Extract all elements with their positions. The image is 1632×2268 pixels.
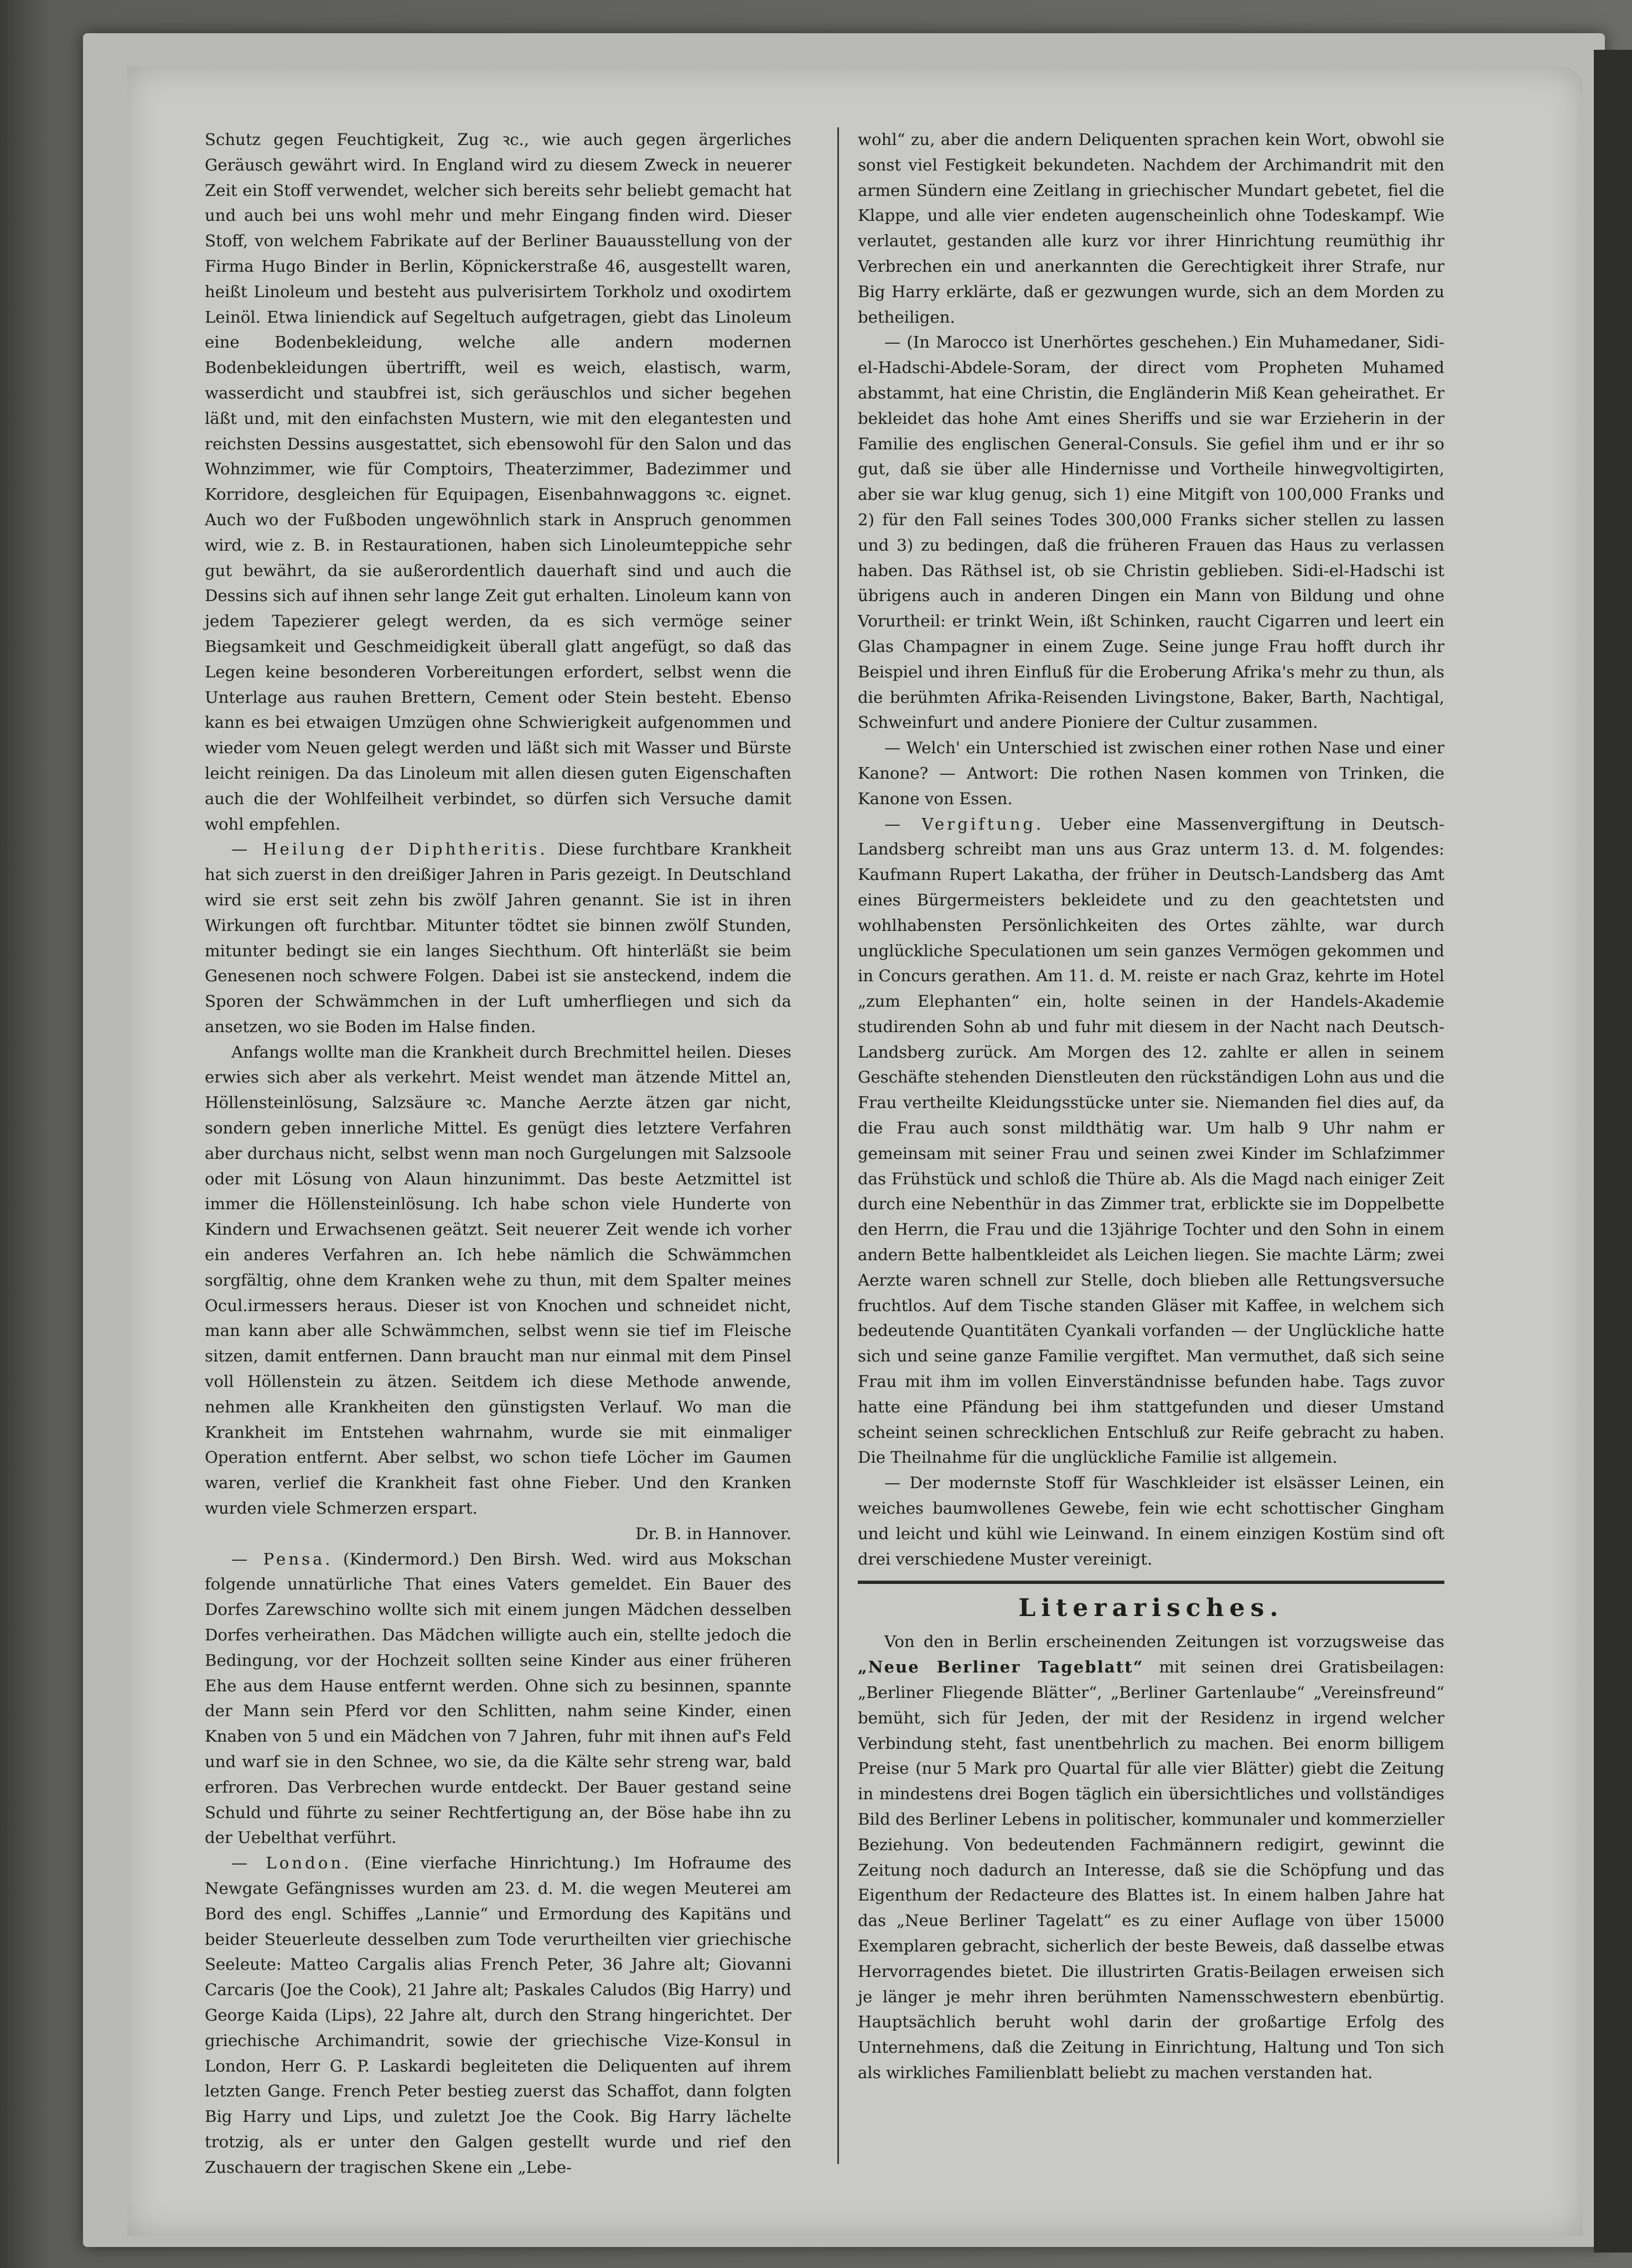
article-pensa-text: (Kindermord.) Den Birsh. Wed. wird aus Mokschan folgende unnatürliche That eines Vaters gemeldet. Ein Bauer des Dorfes Zarewschino wollte sich mit einem jungen Mädchen desselben Dorfes verheirathen. Das Mädchen willigte auch ein, stellte jedoch die Bedingung, vor der Hochzeit sollten seine Kinder aus einer früheren Ehe aus dem Hause entfernt werden. Ohne sich zu besinnen, spannte der Mann sein Pferd vor den Schlitten, nahm seine Kinder, einen Knaben von 5 und ein Mädchen von 7 Jahren, fuhr mit ihnen auf's Feld und warf sie in den Schnee, wo sie, da die Kälte sehr streng war, bald erfroren. Das Verbrechen wurde entdeckt. Der Bauer gestand seine Schuld und führte zu seiner Rechtfertigung an, der Böse habe ihn zu der Uebelthat verführt. — [205, 1549, 791, 1847]
article-waschkleider: — Der modernste Stoff für Waschkleider ist elsässer Leinen, ein weiches baumwollenes Gewebe, fein wie echt schottischer Gingham und leicht und kühl wie Leinwand. In einem einzigen Kostüm sind oft drei verschiedene Muster vereinigt. — [858, 1473, 1444, 1568]
article-london-heading: — London. — [231, 1853, 352, 1873]
article-marocco: — (In Marocco ist Unerhörtes geschehen.) Ein Muhamedaner, Sidi-el-Hadschi-Abdele-Soram, der direct vom Propheten Muhamed abstammt, hat eine Christin, die Engländerin Miß Kean geheirathet. Er bekleidet das hohe Amt eines Sheriffs und sie war Erzieherin in der Familie des englischen General-Consuls. Sie gefiel ihm und er ihr so gut, daß sie über alle Hindernisse und Vortheile hinwegvoltigirten, aber sie war klug genug, sich 1) eine Mitgift von 100,000 Franks und 2) für den Fall seines Todes 300,000 Franks sicher stellen zu lassen und 3) zu bedingen, daß die früheren Frauen das Haus zu verlassen haben. Das Räthsel ist, ob sie Christin geblieben. Sidi-el-Hadschi ist übrigens auch in anderen Dingen ein Mann von Bildung und ohne Vorurtheil: er trinkt Wein, ißt Schinken, raucht Cigarren und leert ein Glas Champagner in einem Zuge. Seine junge Frau hofft durch ihr Beispiel und ihren Einfluß für die Eroberung Afrika's mehr zu thun, als die berühmten Afrika-Reisenden Livingstone, Baker, Barth, Nachtigal, Schweinfurt und andere Pioniere der Cultur zusammen. — [858, 333, 1444, 732]
article-linoleum: Schutz gegen Feuchtigkeit, Zug ꝛc., wie auch gegen ärgerliches Geräusch gewährt wird. In England wird zu diesem Zweck in neuerer Zeit ein Stoff verwendet, welcher sich bereits sehr beliebt gemacht hat und auch bei uns wohl mehr und mehr Eingang finden wird. Dieser Stoff, von welchem Fabrikate auf der Berliner Bauausstellung von der Firma Hugo Binder in Berlin, Köpnickerstraße 46, ausgestellt waren, heißt Linoleum und besteht aus pulverisirtem Torkholz und oxodirtem Leinöl. Etwa liniendick auf Segeltuch aufgetragen, giebt das Linoleum eine Bodenbekleidung, welche alle andern modernen Bodenbekleidungen übertrifft, weil es weich, elastisch, warm, wasserdicht und staubfrei ist, sich geräuschlos und sicher begehen läßt und, mit den einfachsten Mustern, wie mit den elegantesten und reichsten Dessins ausgestattet, sich ebensowohl für den Salon und das Wohnzimmer, wie für Comptoirs, Theaterzimmer, Badezimmer und Korridore, desgleichen für Equipagen, Eisenbahnwaggons ꝛc. eignet. Auch wo der Fußboden ungewöhnlich stark in Anspruch genommen wird, wie z. B. in Restaurationen, haben sich Linoleumteppiche sehr gut bewährt, da sie außerordentlich dauerhaft sind und auch die Dessins sich auf ihnen sehr lange Zeit gut erhalten. Linoleum kann von jedem Tapezierer gelegt werden, da es sich vermöge seiner Biegsamkeit und Geschmeidigkeit überall glatt angefügt, so daß das Legen keine besonderen Vorbereitungen erfordert, selbst wenn die Unterlage aus rauhen Brettern, Cement oder Stein besteht. Ebenso kann es bei etwaigen Umzügen ohne Schwierigkeit aufgenommen und wieder vom Neuen gelegt werden und läßt sich mit Wasser und Bürste leicht reinigen. Da das Linoleum mit allen diesen guten Eigenschaften auch die der Wohlfeilheit verbindet, so dürfen sich Versuche damit wohl empfehlen. — [205, 130, 791, 833]
right-column — [858, 127, 1444, 2086]
article-diphtheritis-cont: Anfangs wollte man die Krankheit durch Brechmittel heilen. Dieses erwies sich aber als verkehrt. Meist wendet man ätzende Mittel an, Höllensteinlösung, Salzsäure ꝛc. Manche Aerzte ätzen gar nicht, sondern geben innerliche Mittel. Es genügt dies letztere Verfahren aber durchaus nicht, selbst wenn man noch Gurgelungen mit Salzsoole oder mit Lösung von Alaun hinzunimmt. Das beste Aetzmittel ist immer die Höllensteinlösung. Ich habe schon viele Hunderte von Kindern und Erwachsenen geätzt. Seit neuerer Zeit wende ich vorher ein anderes Verfahren an. Ich hebe nämlich die Schwämmchen sorgfältig, ohne dem Kranken wehe zu thun, mit dem Spalter meines Ocul.irmessers heraus. Dieser ist von Knochen und schneidet nicht, man kann aber alle Schwämmchen, selbst wenn sie tief im Fleische sitzen, damit entfernen. Dann braucht man nur einmal mit dem Pinsel voll Höllenstein zu ätzen. Seitdem ich diese Methode anwende, nehmen alle Krankheiten den günstigsten Verlauf. Wo man die Krankheit im Entstehen wahrnahm, wurde sie mit einmaliger Operation entfernt. Aber selbst, wo schon tiefe Löcher im Gaumen waren, verlief die Krankheit fast ohne Fieber. Und den Kranken wurden viele Schmerzen erspart. — [205, 1042, 791, 1518]
section-title-literarisches: Literarisches. — [1018, 1594, 1284, 1623]
lit-text-b: mit seinen drei Gratisbeilagen: „Berliner Fliegende Blätter“, „Berliner Gartenlaube“ „Vereinsfreund“ bemüht, sich für Jeden, der mit der Residenz in irgend welcher Verbindung steht, fast unentbehrlich zu machen. Bei enorm billigem Preise (nur 5 Mark pro Quartal für alle vier Blätter) giebt die Zeitung in mindestens drei Bogen täglich ein übersichtliches und vollständiges Bild des Berliner Lebens in politischer, kommunaler und kommerzieller Beziehung. Von bedeutenden Fachmännern redigirt, gewinnt die Zeitung noch dadurch an Interesse, daß sie die Schöpfung und das Eigenthum der Redacteure des Blattes ist. In einem halben Jahre hat das „Neue Berliner Tagelatt“ es zu einer Auflage von über 15000 Exemplaren gebracht, sicherlich der beste Beweis, daß dasselbe etwas Hervorragendes bietet. Die illustrirten Gratis-Beilagen erweisen sich je länger je mehr ihren berühmten Namensschwestern ebenbürtig. Hauptsächlich beruht wohl darin der großartige Erfolg des Unternehmens, daß die Zeitung in Einrichtung, Haltung und Ton sich als wirkliches Familienblatt beliebt zu machen verstanden hat. — [858, 1658, 1444, 2082]
article-vergiftung — [858, 812, 1444, 1471]
lit-text-a: Von den in Berlin erscheinenden Zeitungen ist vorzugsweise das — [884, 1632, 1444, 1651]
article-london — [205, 1851, 791, 2180]
article-joke: — Welch' ein Unterschied ist zwischen einer rothen Nase und einer Kanone? — Antwort: Die rothen Nasen kommen von Trinken, die Kanone von Essen. — [858, 738, 1444, 808]
article-vergiftung-heading: — Vergiftung. — [884, 814, 1044, 833]
book-edge — [1594, 50, 1632, 2253]
lit-paper-name: „Neue Berliner Tageblatt“ — [858, 1658, 1144, 1677]
section-rule — [858, 1581, 1444, 1584]
article-diphtheritis-heading: — Heilung der Diphtheritis. — [231, 840, 548, 859]
article-diphtheritis-text: Diese furchtbare Krankheit hat sich zuerst in den dreißiger Jahren in Paris gezeigt. In Deutschland wird sie erst seit zehn bis zwölf Jahren genannt. Sie ist in ihren Wirkungen oft furchtbar. Mitunter tödtet sie binnen zwölf Stunden, mitunter bedingt sie ein langes Siechthum. Oft hinterläßt sie beim Genesenen noch schwere Folgen. Dabei ist sie ansteckend, indem die Sporen der Schwämmchen in der Luft umherfliegen und sich da ansetzen, wo sie Boden im Halse finden. — [205, 840, 791, 1036]
article-diphtheritis — [205, 837, 791, 1039]
article-literarisches — [858, 1629, 1444, 2085]
article-pensa — [205, 1547, 791, 1851]
newspaper-page — [127, 66, 1583, 2236]
left-column — [205, 127, 791, 2181]
article-london-text: (Eine vierfache Hinrichtung.) Im Hofraume des Newgate Gefängnisses wurden am 23. d. M. die wegen Meuterei am Bord des engl. Schiffes „Lannie“ und Ermordung des Kapitäns und beider Steuerleute desselben zum Tode verurtheilten vier griechische Seeleute: Matteo Cargalis alias French Peter, 36 Jahre alt; Giovanni Carcaris (Joe the Cook), 21 Jahre alt; Paskales Caludos (Big Harry) und George Kaida (Lips), 22 Jahre alt, durch den Strang hingerichtet. Der griechische Archimandrit, sowie der griechische Vize-Konsul in London, Herr G. P. Laskardi begleiteten die Deliquenten auf ihrem letzten Gange. French Peter bestieg zuerst das Schaffot, dann folgten Big Harry und Lips, und zuletzt Joe the Cook. Big Harry lächelte trotzig, als er unter den Galgen gestellt wurde und rief den Zuschauern der tragischen Skene ein „Lebe- — [205, 1853, 791, 2177]
signature: Dr. B. in Hannover. — [635, 1524, 791, 1543]
article-london-cont: wohl“ zu, aber die andern Deliquenten sprachen kein Wort, obwohl sie sonst viel Festigkeit bekundeten. Nachdem der Archimandrit mit den armen Sündern eine Zeitlang in griechischer Mundart gebetet, fiel die Klappe, und alle vier endeten augenscheinlich ohne Todeskampf. Wie verlautet, gestanden alle kurz vor ihrer Hinrichtung reumüthig ihr Verbrechen ein und anerkannten die Gerechtigkeit ihrer Strafe, nur Big Harry erklärte, daß er gezwungen wurde, sich an dem Morden zu betheiligen. — [858, 130, 1444, 327]
article-vergiftung-text: Ueber eine Massenvergiftung in Deutsch-Landsberg schreibt man uns aus Graz unterm 13. d. M. folgendes: Kaufmann Rupert Lakatha, der früher in Deutsch-Landsberg das Amt eines Bürgermeisters bekleidete und zu den geachtetsten und wohlhabensten Persönlichkeiten des Ortes zählte, war durch unglückliche Speculationen um sein ganzes Vermögen gekommen und in Concurs gerathen. Am 11. d. M. reiste er nach Graz, kehrte im Hotel „zum Elephanten“ ein, holte seinen in der Handels-Akademie studirenden Sohn ab und fuhr mit diesem in der Nacht nach Deutsch-Landsberg zurück. Am Morgen des 12. zahlte er allen in seinem Geschäfte stehenden Dienstleuten den rückständigen Lohn aus und die Frau vertheilte Kleidungsstücke unter sie. Niemanden fiel dies auf, da die Frau auch sonst mildthätig war. Um halb 9 Uhr nahm er gemeinsam mit seiner Frau und seinen zwei Kinder im Schlafzimmer das Frühstück und schloß die Thüre ab. Als die Magd nach einiger Zeit durch eine Nebenthür in das Zimmer trat, erblickte sie im Doppelbette den Herrn, die Frau und die 13jährige Tochter und den Sohn in einem andern Bette halbentkleidet als Leichen liegen. Sie machte Lärm; zwei Aerzte waren schnell zur Stelle, doch blieben alle Rettungsversuche fruchtlos. Auf dem Tische standen Gläser mit Kaffee, in welchem sich bedeutende Quantitäten Cyankali vorfanden — der Unglückliche hatte sich und seine ganze Familie vergiftet. Man vermuthet, daß sich seine Frau mit ihm im vollen Einverständnisse befunden habe. Tags zuvor hatte eine Pfändung bei ihm stattgefunden und dieser Umstand scheint seinen schrecklichen Entschluß zur Reife gebracht zu haben. Die Theilnahme für die unglückliche Familie ist allgemein. — [858, 814, 1444, 1467]
article-pensa-heading: — Pensa. — [231, 1549, 333, 1568]
column-divider — [837, 127, 839, 2164]
